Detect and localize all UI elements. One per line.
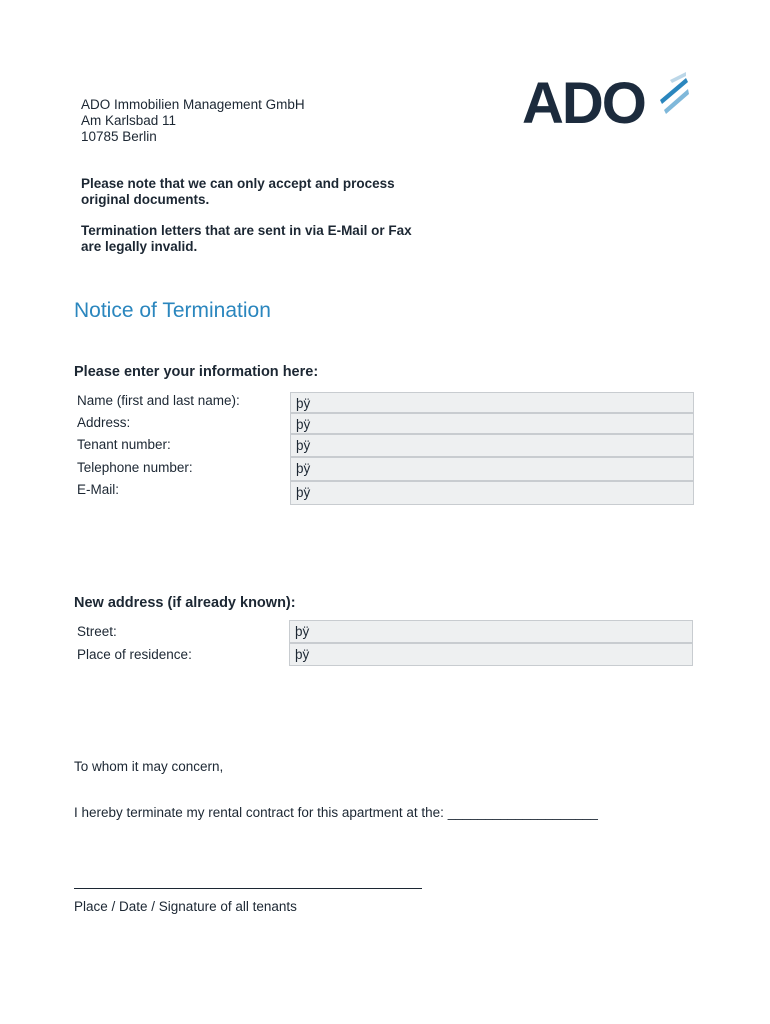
termination-date-blank[interactable]: ____________________	[447, 805, 598, 820]
salutation: To whom it may concern,	[74, 759, 224, 774]
ado-logo	[522, 70, 692, 130]
originals-notice: Please note that we can only accept and process original documents.	[81, 176, 395, 207]
signature-line[interactable]	[74, 888, 422, 889]
address-label: Address:	[77, 415, 131, 430]
tenant-number-field[interactable]: þÿ	[290, 434, 694, 457]
telephone-label: Telephone number:	[77, 460, 193, 475]
termination-statement	[74, 805, 598, 820]
address-field[interactable]: þÿ	[290, 413, 694, 434]
document-title: Notice of Termination	[74, 299, 271, 322]
logo-swoosh-icon	[660, 72, 689, 114]
invalid-notice: Termination letters that are sent in via E-Mail or Fax are legally invalid.	[81, 223, 412, 254]
telephone-field[interactable]: þÿ	[290, 457, 694, 481]
sender-street: Am Karlsbad 11	[81, 113, 177, 128]
email-label: E-Mail:	[77, 482, 120, 497]
residence-field[interactable]: þÿ	[289, 643, 693, 666]
street-label: Street:	[77, 624, 117, 639]
street-field[interactable]: þÿ	[289, 620, 693, 643]
tenant-number-label: Tenant number:	[77, 437, 171, 452]
personal-info-heading: Please enter your information here:	[74, 364, 319, 380]
new-address-heading: New address (if already known):	[74, 595, 296, 611]
logo-text: ADO	[522, 71, 645, 130]
signature-caption: Place / Date / Signature of all tenants	[74, 899, 297, 914]
email-field[interactable]: þÿ	[290, 481, 694, 505]
sender-company: ADO Immobilien Management GmbH	[81, 97, 305, 112]
sender-address	[81, 97, 305, 145]
residence-label: Place of residence:	[77, 647, 192, 662]
name-field[interactable]: þÿ	[290, 392, 694, 413]
termination-text: I hereby terminate my rental contract for this apartment at the:	[74, 805, 444, 820]
sender-city: 10785 Berlin	[81, 129, 157, 144]
name-label: Name (first and last name):	[77, 393, 240, 408]
